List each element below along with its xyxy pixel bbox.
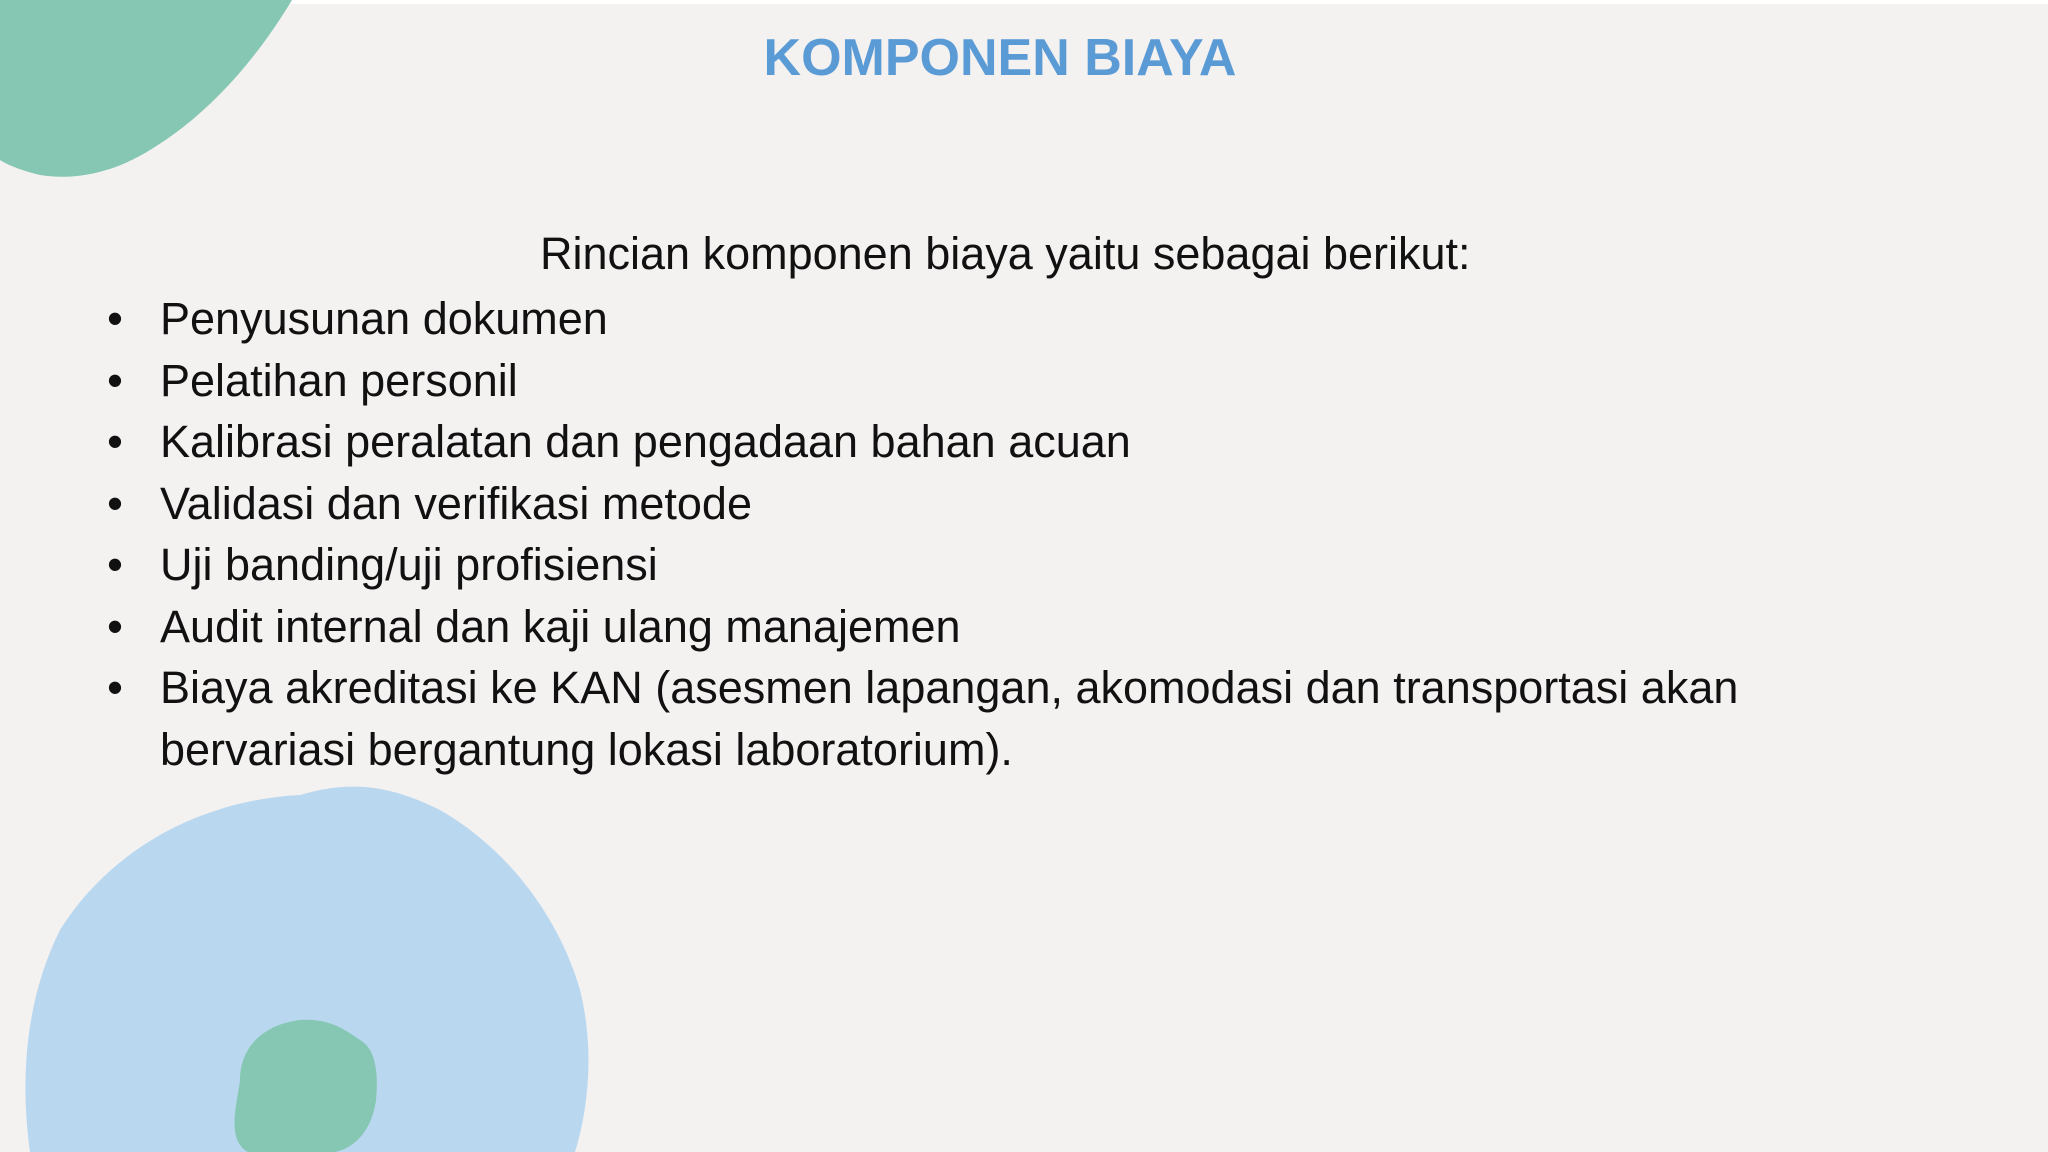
list-item — [100, 288, 1880, 350]
list-item-text: Kalibrasi peralatan dan pengadaan bahan acuan — [160, 416, 1131, 467]
list-item-text: Validasi dan verifikasi metode — [160, 477, 752, 529]
bullet-icon: • — [107, 416, 123, 467]
bullet-icon: • — [107, 600, 123, 652]
slide-title: KOMPONEN BIAYA — [763, 29, 1237, 87]
list-item — [100, 473, 1880, 535]
list-item — [100, 534, 1880, 596]
list-item-text: Audit internal dan kaji ulang manajemen — [160, 600, 961, 652]
list-item-text: Biaya akreditasi ke KAN (asesmen lapangan, akomodasi dan transportasi akan bervariasi bergantung lokasi laboratorium). — [160, 662, 1739, 775]
list-item-text: Uji banding/uji profisiensi — [160, 539, 658, 590]
list-item — [100, 411, 1880, 473]
bullet-icon: • — [107, 354, 123, 406]
bullet-icon: • — [107, 539, 123, 590]
green-blob-top-left — [0, 0, 292, 177]
bullet-icon: • — [107, 293, 123, 344]
list-item — [100, 350, 1880, 412]
list-item-text: Penyusunan dokumen — [160, 293, 608, 344]
bullet-icon: • — [107, 662, 123, 713]
bullet-list — [100, 288, 1900, 780]
list-item — [100, 657, 1880, 780]
list-item-text: Pelatihan personil — [160, 354, 518, 406]
intro-text: Rincian komponen biaya yaitu sebagai berikut: — [540, 228, 1471, 279]
bullet-icon: • — [107, 477, 123, 529]
list-item — [100, 596, 1880, 658]
